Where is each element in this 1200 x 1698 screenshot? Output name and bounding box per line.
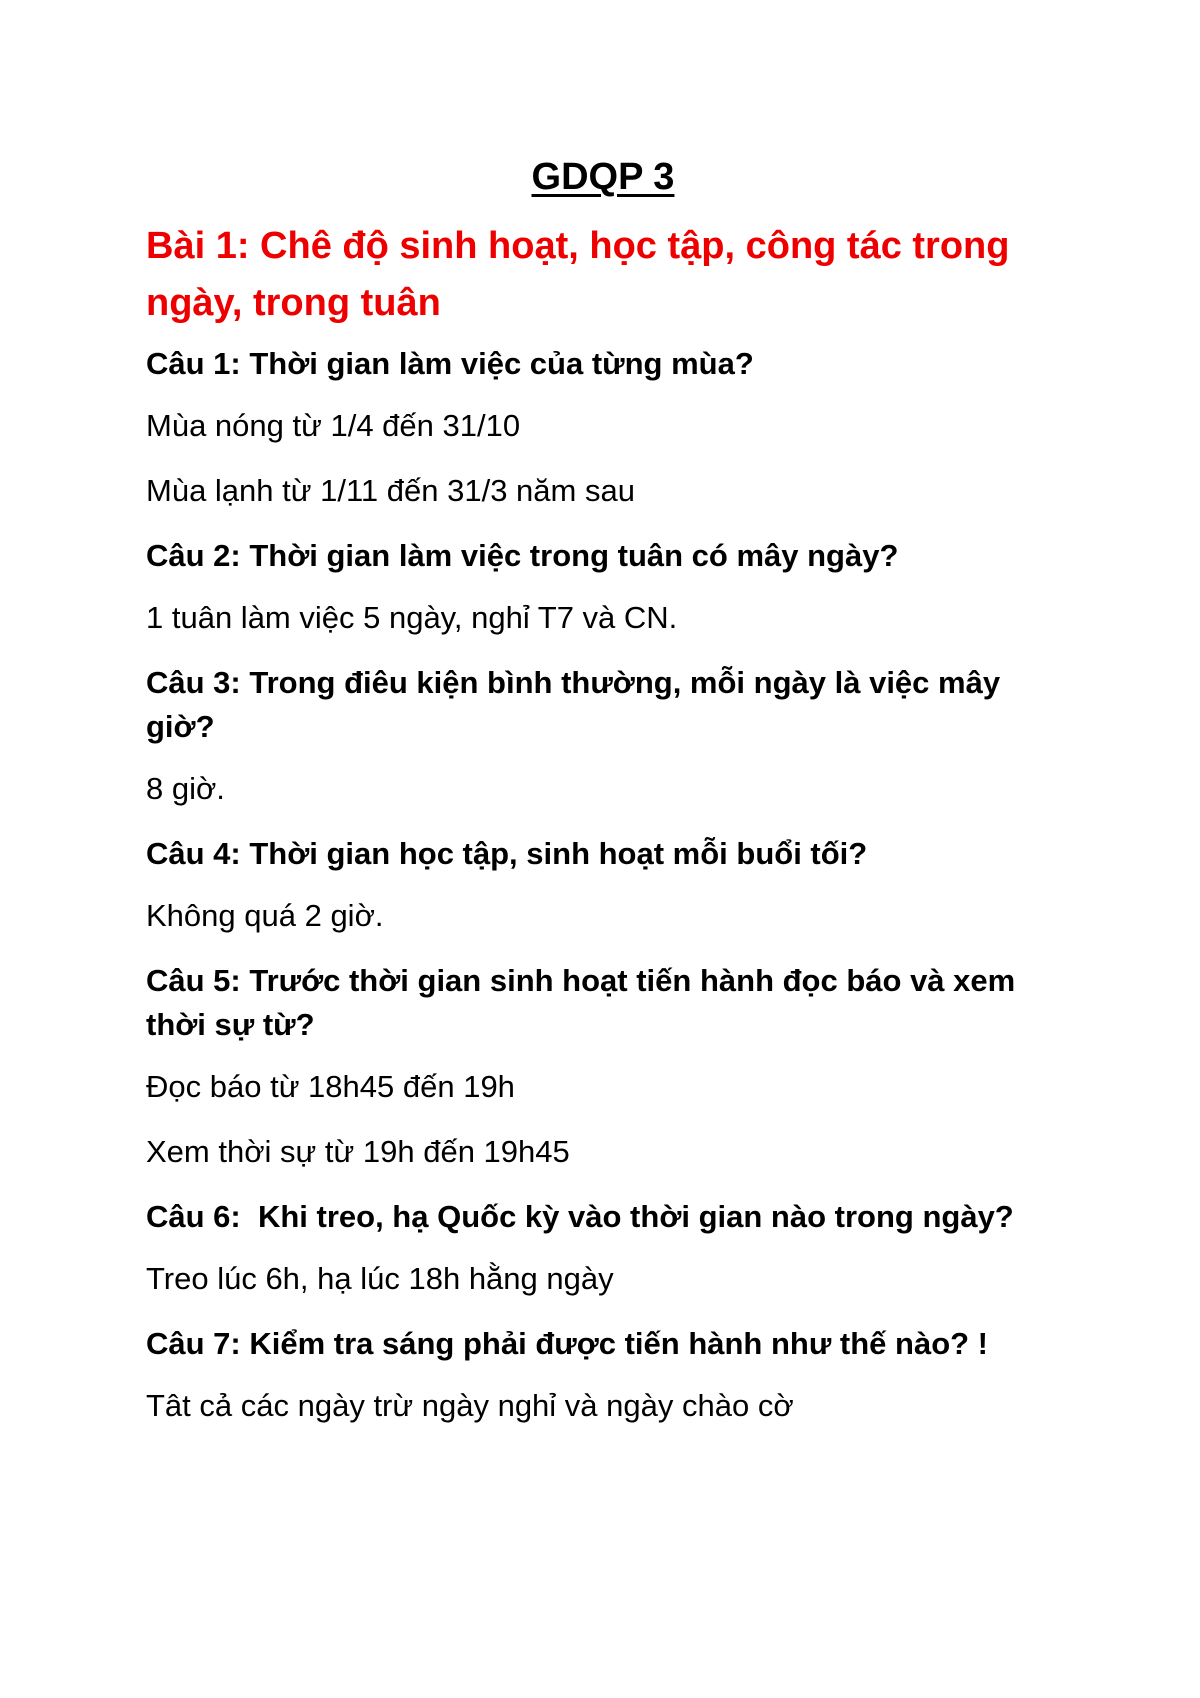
question-1: Câu 1: Thời gian làm việc của từng mùa? — [146, 346, 754, 381]
question-6: Câu 6: Khi treo, hạ Quốc kỳ vào thời gian nào trong ngày? — [146, 1199, 1014, 1234]
answer-5-1: Đọc báo từ 18h45 đến 19h — [146, 1069, 515, 1104]
question-3: Câu 3: Trong điêu kiện bình thường, mỗi ngày là việc mây giờ? — [146, 665, 1001, 744]
answer-1-2: Mùa lạnh từ 1/11 đến 31/3 năm sau — [146, 473, 635, 508]
qa-block-3 — [146, 661, 1060, 811]
answer-2-1: 1 tuân làm việc 5 ngày, nghỉ T7 và CN. — [146, 600, 678, 635]
question-2: Câu 2: Thời gian làm việc trong tuân có mây ngày? — [146, 538, 899, 573]
question-4: Câu 4: Thời gian học tập, sinh hoạt mỗi buổi tối? — [146, 836, 868, 871]
answer-7-1: Tât cả các ngày trừ ngày nghỉ và ngày chào cờ — [146, 1388, 794, 1423]
answer-5-2: Xem thời sự từ 19h đến 19h45 — [146, 1134, 570, 1169]
qa-block-7 — [146, 1322, 1060, 1428]
qa-block-4 — [146, 832, 1060, 938]
document-title: GDQP 3 — [531, 156, 675, 198]
answer-4-1: Không quá 2 giờ. — [146, 898, 384, 933]
question-5: Câu 5: Trước thời gian sinh hoạt tiến hành đọc báo và xem thời sự từ? — [146, 963, 1016, 1042]
qa-block-6 — [146, 1195, 1060, 1301]
qa-block-1 — [146, 342, 1060, 513]
qa-block-2 — [146, 534, 1060, 640]
question-7: Câu 7: Kiểm tra sáng phải được tiến hành như thế nào? ! — [146, 1326, 989, 1361]
answer-1-1: Mùa nóng từ 1/4 đến 31/10 — [146, 408, 521, 443]
lesson-title: Bài 1: Chê độ sinh hoạt, học tập, công tác trong ngày, trong tuân — [146, 225, 1010, 324]
answer-3-1: 8 giờ. — [146, 771, 225, 806]
answer-6-1: Treo lúc 6h, hạ lúc 18h hằng ngày — [146, 1261, 614, 1296]
qa-block-5 — [146, 959, 1060, 1174]
